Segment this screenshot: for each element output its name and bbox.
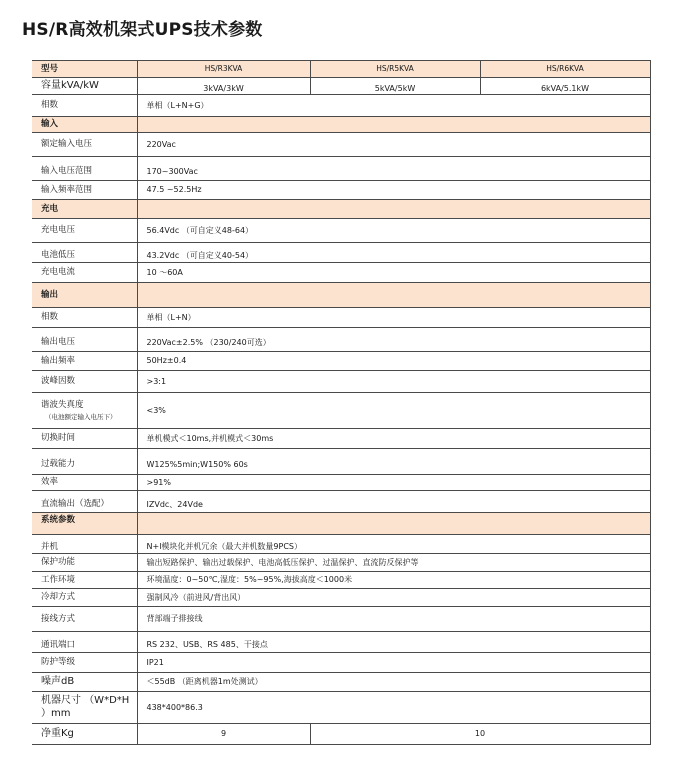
row-value: 输出短路保护、输出过载保护、电池高低压保护、过温保护、直流防反保护等 <box>137 554 650 572</box>
row-label: 输入电压范围 <box>32 157 137 181</box>
table-row <box>32 572 650 589</box>
row-value: IP21 <box>137 653 650 673</box>
spec-table <box>32 60 651 745</box>
row-label: 过载能力 <box>32 449 137 475</box>
table-row <box>32 328 650 352</box>
row-label: 波峰因数 <box>32 371 137 393</box>
row-value: 56.4Vdc （可自定义48-64） <box>137 219 650 243</box>
row-label: 相数 <box>32 95 137 117</box>
model-label: 型号 <box>32 61 137 78</box>
row-label: 保护功能 <box>32 554 137 572</box>
row-value: 170~300Vac <box>137 157 650 181</box>
row-value: 单相（L+N） <box>137 308 650 328</box>
row-label: 输出电压 <box>32 328 137 352</box>
table-row <box>32 371 650 393</box>
table-row <box>32 475 650 491</box>
section-title: 输出 <box>32 283 137 308</box>
row-label: 并机 <box>32 535 137 554</box>
table-row <box>32 589 650 607</box>
table-row <box>32 724 650 745</box>
row-value: 438*400*86.3 <box>137 692 650 724</box>
weight-value: 10 <box>310 724 650 745</box>
weight-value: 9 <box>137 724 310 745</box>
row-value: 220Vac±2.5% （230/240可选） <box>137 328 650 352</box>
row-label: 防护等级 <box>32 653 137 673</box>
row-label-sub: （电池额定输入电压下） <box>45 413 117 422</box>
row-label: 充电电流 <box>32 263 137 283</box>
row-label: 切换时间 <box>32 429 137 449</box>
row-label: 机器尺寸 （W*D*H ）mm <box>32 692 137 724</box>
capacity-value: 3kVA/3kW <box>137 78 310 95</box>
row-value: >3:1 <box>137 371 650 393</box>
section-charging <box>32 200 650 219</box>
table-row <box>32 263 650 283</box>
row-label: 接线方式 <box>32 607 137 632</box>
row-value: IZVdc、24Vde <box>137 491 650 513</box>
header-row <box>32 61 650 78</box>
table-row <box>32 308 650 328</box>
row-label: 电池低压 <box>32 243 137 263</box>
row-label-main: 谐波失真度 <box>41 399 84 410</box>
section-title: 系统参数 <box>32 513 137 535</box>
row-label: 净重Kg <box>32 724 137 745</box>
table-row <box>32 157 650 181</box>
row-label: 通讯端口 <box>32 632 137 653</box>
row-label: 相数 <box>32 308 137 328</box>
table-row <box>32 429 650 449</box>
row-value: W125%5min;W150% 60s <box>137 449 650 475</box>
model-name: HS/R5KVA <box>310 61 480 78</box>
row-value: N+l模块化并机冗余（最大并机数量9PCS） <box>137 535 650 554</box>
table-row <box>32 692 650 724</box>
row-label: 效率 <box>32 475 137 491</box>
row-value: 单相（L+N+G） <box>137 95 650 117</box>
capacity-value: 6kVA/5.1kW <box>480 78 650 95</box>
row-value: 220Vac <box>137 133 650 157</box>
table-row <box>32 393 650 429</box>
table-row <box>32 491 650 513</box>
table-row <box>32 653 650 673</box>
row-label: 输入频率范围 <box>32 181 137 200</box>
table-row <box>32 133 650 157</box>
model-name: HS/R6KVA <box>480 61 650 78</box>
table-row <box>32 181 650 200</box>
row-label: 直流输出（选配） <box>32 491 137 513</box>
row-label: 输出频率 <box>32 352 137 371</box>
row-label: 工作环境 <box>32 572 137 589</box>
row-value: >91% <box>137 475 650 491</box>
table-row <box>32 535 650 554</box>
table-row <box>32 352 650 371</box>
section-input <box>32 117 650 133</box>
table-row <box>32 554 650 572</box>
row-value: 强制风冷（前进风/背出风） <box>137 589 650 607</box>
row-label <box>32 393 137 429</box>
row-value: 环境温度：0~50℃,湿度：5%~95%,海拔高度＜1000米 <box>137 572 650 589</box>
row-value: RS 232、USB、RS 485、干接点 <box>137 632 650 653</box>
row-label: 容量kVA/kW <box>32 78 137 95</box>
table-row <box>32 607 650 632</box>
table-row <box>32 632 650 653</box>
row-value: <3% <box>137 393 650 429</box>
row-value: 47.5 ~52.5Hz <box>137 181 650 200</box>
section-output <box>32 283 650 308</box>
row-label: 噪声dB <box>32 673 137 692</box>
section-title: 输入 <box>32 117 137 133</box>
row-value: 50Hz±0.4 <box>137 352 650 371</box>
section-title: 充电 <box>32 200 137 219</box>
table-row <box>32 78 650 95</box>
table-row <box>32 243 650 263</box>
table-row <box>32 673 650 692</box>
row-value: 43.2Vdc （可自定义40-54） <box>137 243 650 263</box>
model-name: HS/R3KVA <box>137 61 310 78</box>
page-title: HS/R高效机架式UPS技术参数 <box>22 20 263 40</box>
row-label: 冷却方式 <box>32 589 137 607</box>
row-value: 10 ～60A <box>137 263 650 283</box>
row-label: 额定输入电压 <box>32 133 137 157</box>
table-row <box>32 449 650 475</box>
row-value: ＜55dB （距离机器1m处测试） <box>137 673 650 692</box>
row-value: 背部端子排接线 <box>137 607 650 632</box>
table-row <box>32 95 650 117</box>
table-row <box>32 219 650 243</box>
capacity-value: 5kVA/5kW <box>310 78 480 95</box>
row-label: 充电电压 <box>32 219 137 243</box>
section-system <box>32 513 650 535</box>
row-value: 单机模式＜10ms,并机模式＜30ms <box>137 429 650 449</box>
